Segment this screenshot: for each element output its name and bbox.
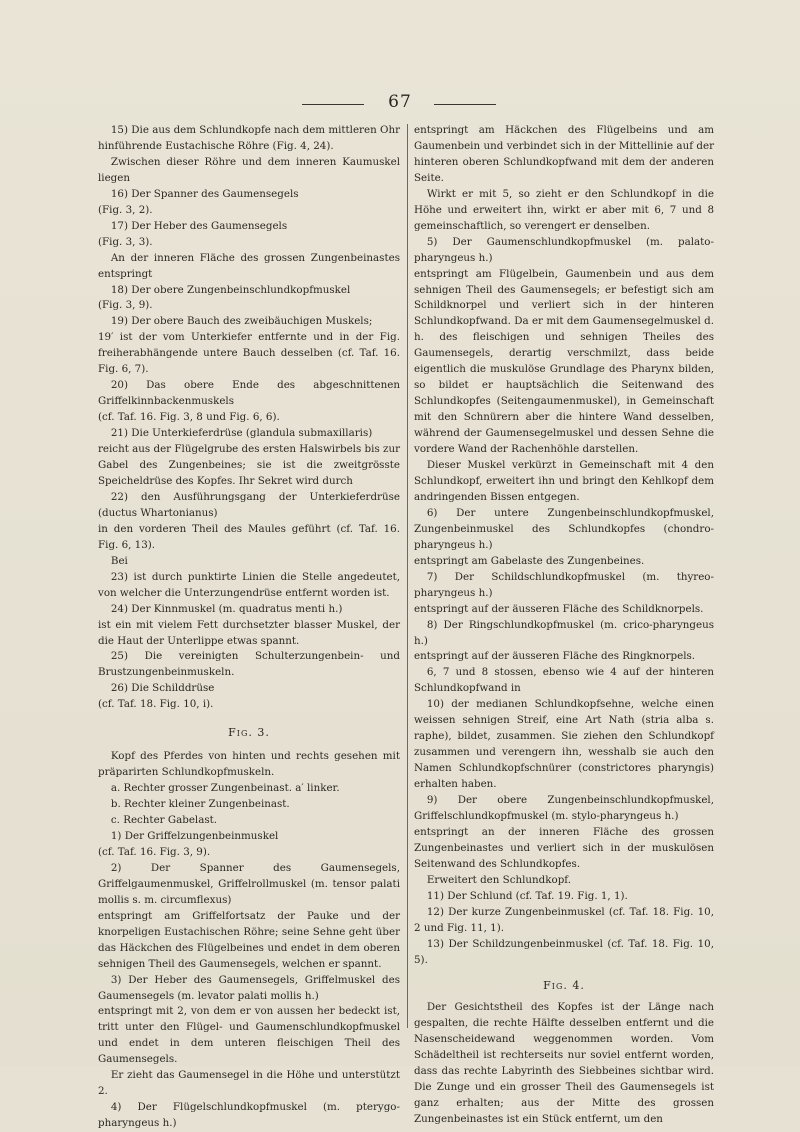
numbered-entry: 24) Der Kinnmuskel (m. quadratus menti h.): [110, 602, 343, 615]
numbered-entry: 16) Der Spanner des Gaumensegels: [110, 187, 299, 200]
numbered-entry: c. Rechter Gabelast.: [110, 814, 218, 827]
paragraph-continuation: reicht aus der Flügelgrube des ersten Halswirbels bis zur Gabel des Zungenbeines; sie ist die zweitgrösste Speicheldrüse des Kopfes. Ihr Sekret wird durch: [98, 443, 400, 487]
paragraph-continuation: entspringt am Gabelaste des Zungenbeines.: [414, 554, 645, 567]
paragraph-continuation: entspringt mit 2, von dem er von aussen her bedeckt ist, tritt unter den Flügel- und Gaumenschlundkopfmuskel und endet in dem unteren fleischigen Theil des Gaumensegels.: [98, 1005, 400, 1066]
paragraph: Er zieht das Gaumensegel in die Höhe und unterstützt 2.: [98, 1069, 400, 1098]
numbered-entry: 11) Der Schlund (cf. Taf. 19. Fig. 1, 1).: [426, 889, 628, 902]
paragraph-continuation: in den vorderen Theil des Maules geführt (cf. Taf. 16. Fig. 6, 13).: [98, 522, 400, 551]
numbered-entry: 15) Die aus dem Schlundkopfe nach dem mittleren Ohr hinführende Eustachische Röhre (Fig. 4, 24).: [98, 124, 400, 152]
page-number: 67: [388, 92, 412, 112]
paragraph-continuation: entspringt auf der äusseren Fläche des Schildknorpels.: [414, 602, 704, 615]
paragraph: Kopf des Pferdes von hinten und rechts gesehen mit präparirten Schlundkopfmuskeln.: [98, 750, 400, 779]
numbered-entry: 8) Der Ringschlundkopfmuskel (m. crico-pharyngeus h.): [414, 618, 714, 647]
header-rule-right: [434, 104, 496, 105]
numbered-entry: 21) Die Unterkieferdrüse (glandula submaxillaris): [110, 427, 373, 440]
paragraph: Der Gesichtstheil des Kopfes ist der Länge nach gespalten, die rechte Hälfte desselben entfernt und die Nasenscheidewand weggenommen worden. Vom Schädeltheil ist rechterseits nur soviel entfernt worden, dass das rechte Labyrinth des Siebbeines sichtbar wird. Die Zunge und ein grosser Theil des Gaumensegels ist ganz erhalten; aus der Mitte des grossen Zungenbeinastes ist ein Stück entfernt, um den: [414, 1001, 714, 1126]
numbered-entry: 3) Der Heber des Gaumensegels, Griffelmuskel des Gaumensegels (m. levator palati mollis h.): [98, 973, 400, 1002]
numbered-entry: 2) Der Spanner des Gaumensegels, Griffelgaumenmuskel, Griffelrollmuskel (m. tensor palati mollis s. m. circumflexus): [98, 861, 400, 906]
column-divider: [407, 124, 408, 1028]
numbered-entry: 4) Der Flügelschlundkopfmuskel (m. pterygo-pharyngeus h.): [98, 1101, 400, 1130]
numbered-entry: b. Rechter kleiner Zungenbeinast.: [110, 798, 290, 811]
numbered-entry: 10) der medianen Schlundkopfsehne, welche einen weissen sehnigen Streif, eine Art Nath (stria alba s. raphe), bildet, zusammen. Sie ziehen den Schlundkopf zusammen und verengern ihn, wesshalb sie auch den Namen Schlundkopfschnürer (constrictores pharyngis) erhalten haben.: [414, 698, 714, 791]
numbered-entry: 22) den Ausführungsgang der Unterkieferdrüse (ductus Whartonianus): [98, 490, 400, 519]
numbered-entry: 17) Der Heber des Gaumensegels: [110, 219, 288, 232]
paragraph: Dieser Muskel verkürzt in Gemeinschaft mit 4 den Schlundkopf, erweitert ihn und bringt den Kehlkopf dem andringenden Bissen entgegen.: [414, 459, 714, 503]
paragraph: Erweitert den Schlundkopf.: [426, 873, 572, 886]
numbered-entry: 6) Der untere Zungenbeinschlundkopfmuskel, Zungenbeinmuskel des Schlundkopfes (chondro-pharyngeus h.): [414, 506, 714, 551]
paragraph-continuation: (cf. Taf. 16. Fig. 3, 8 und Fig. 6, 6).: [98, 411, 280, 424]
numbered-entry: 13) Der Schildzungenbeinmuskel (cf. Taf. 18. Fig. 10, 5).: [414, 937, 714, 966]
paragraph-continuation: (cf. Taf. 18. Fig. 10, i).: [98, 698, 214, 711]
numbered-entry: 7) Der Schildschlundkopfmuskel (m. thyreo-pharyngeus h.): [414, 570, 714, 599]
paragraph-continuation: entspringt auf der äusseren Fläche des Ringknorpels.: [414, 650, 696, 663]
paragraph-continuation: ist ein mit vielem Fett durchsetzter blasser Muskel, der die Haut der Unterlippe etwas spannt.: [98, 618, 400, 647]
paragraph-continuation: (cf. Taf. 16. Fig. 3, 9).: [98, 845, 211, 858]
numbered-entry: 20) Das obere Ende des abgeschnittenen Griffelkinnbackenmuskels: [98, 379, 400, 408]
paragraph-continuation: 19′ ist der vom Unterkiefer entfernte und in der Fig. freiherabhängende untere Bauch desselben (cf. Taf. 16. Fig. 6, 7).: [98, 331, 400, 376]
left-column: [98, 123, 400, 1132]
paragraph: 6, 7 und 8 stossen, ebenso wie 4 auf der hinteren Schlundkopfwand in: [414, 666, 714, 695]
right-column: [414, 123, 714, 1128]
paragraph: Zwischen dieser Röhre und dem inneren Kaumuskel liegen: [98, 155, 400, 184]
paragraph-continuation: (Fig. 3, 2).: [98, 203, 153, 216]
numbered-entry: 26) Die Schilddrüse: [110, 682, 215, 695]
numbered-entry: 5) Der Gaumenschlundkopfmuskel (m. palato-pharyngeus h.): [414, 235, 714, 264]
numbered-entry: 23) ist durch punktirte Linien die Stelle angedeutet, von welcher die Unterzungendrüse entfernt worden ist.: [98, 570, 400, 599]
paragraph-continuation: entspringt an der inneren Fläche des grossen Zungenbeinastes und verliert sich in der muskulösen Seitenwand des Schlundkopfes.: [414, 825, 714, 870]
paragraph-continuation: entspringt am Flügelbein, Gaumenbein und aus dem sehnigen Theil des Gaumensegels; er befestigt sich am Schildknorpel und verliert sich in der hinteren Schlundkopfwand. Da er mit dem Gaumensegelmuskel d. h. des fleischigen und sehnigen Theiles des Gaumensegels, derartig verschmilzt, dass beide eigentlich die muskulöse Grundlage des Pharynx bilden, so bildet er hauptsächlich die Seitenwand des Schlundkopfes (Seitengaumenmuskel), in Gemeinschaft mit den Schnürern aber die hintere Wand desselben, während der Gaumensegelmuskel und dessen Sehne die vordere Wand der Rachenhöhle darstellen.: [414, 267, 714, 456]
paragraph: Bei: [110, 554, 128, 567]
paragraph-continuation: entspringt am Griffelfortsatz der Pauke und der knorpeligen Eustachischen Röhre; seine Sehne geht über das Häckchen des Flügelbeines und endet in dem oberen sehnigen Theil des Gaumensegels, welchen er spannt.: [98, 909, 400, 970]
numbered-entry: 25) Die vereinigten Schulterzungenbein- und Brustzungenbeinmuskeln.: [98, 650, 400, 679]
numbered-entry: 9) Der obere Zungenbeinschlundkopfmuskel, Griffelschlundkopfmuskel (m. stylo-pharyngeus h.): [414, 794, 714, 822]
numbered-entry: a. Rechter grosser Zungenbeinast. a′ linker.: [110, 782, 340, 795]
numbered-entry: 12) Der kurze Zungenbeinmuskel (cf. Taf. 18. Fig. 10, 2 und Fig. 11, 1).: [414, 905, 714, 934]
paragraph: Wirkt er mit 5, so zieht er den Schlundkopf in die Höhe und erweitert ihn, wirkt er aber mit 6, 7 und 8 gemeinschaftlich, so verengert er denselben.: [414, 187, 714, 232]
numbered-entry: 18) Der obere Zungenbeinschlundkopfmuskel: [110, 283, 351, 296]
figure-heading: Fig. 4.: [543, 978, 585, 992]
paragraph-continuation: entspringt am Häckchen des Flügelbeins und am Gaumenbein und verbindet sich in der Mittellinie auf der hinteren oberen Schlundkopfwand mit dem der anderen Seite.: [414, 124, 714, 184]
paragraph-continuation: (Fig. 3, 3).: [98, 235, 153, 248]
page-header: [0, 92, 800, 116]
paragraph: An der inneren Fläche des grossen Zungenbeinastes entspringt: [98, 251, 400, 280]
numbered-entry: 1) Der Griffelzungenbeinmuskel: [110, 829, 279, 842]
numbered-entry: 19) Der obere Bauch des zweibäuchigen Muskels;: [110, 315, 373, 328]
header-rule-left: [302, 104, 364, 105]
paragraph-continuation: (Fig. 3, 9).: [98, 299, 153, 312]
figure-heading: Fig. 3.: [228, 726, 270, 740]
